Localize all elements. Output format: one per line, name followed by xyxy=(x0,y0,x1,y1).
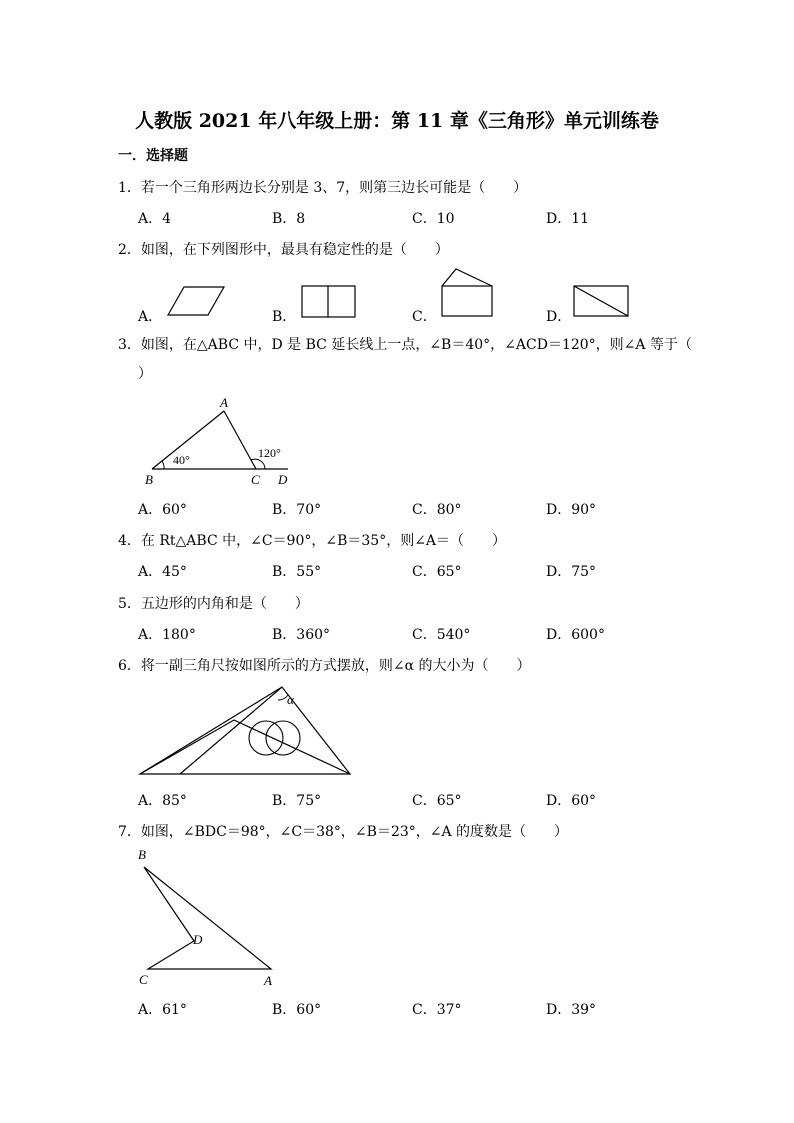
q3-label-c: C xyxy=(251,472,260,487)
q2-figure-rectangle-diagonal xyxy=(572,284,632,320)
q3-option-d: D．90° xyxy=(546,502,597,518)
q4-option-d: D．75° xyxy=(546,564,597,580)
q3-angle-c-label: 120° xyxy=(258,446,281,460)
q6-triangle-rulers-figure xyxy=(138,682,354,778)
question-1-stem: 1．若一个三角形两边长分别是 3、7，则第三边长可能是（ ） xyxy=(118,180,528,196)
q3-angle-b-label: 40° xyxy=(173,453,190,467)
q4-option-a: A．45° xyxy=(138,564,187,580)
q2-figure-house xyxy=(438,266,498,322)
section-heading: 一．选择题 xyxy=(118,148,188,164)
q2-option-a: A． xyxy=(138,309,163,325)
q5-option-a: A．180° xyxy=(138,627,196,643)
q3-label-a: A xyxy=(220,395,228,410)
q7-label-b: B xyxy=(138,847,146,862)
question-2-stem: 2．如图，在下列图形中，最具有稳定性的是（ ） xyxy=(118,242,449,258)
q5-option-c: C．540° xyxy=(412,627,471,643)
q3-option-c: C．80° xyxy=(412,502,462,518)
q4-option-c: C．65° xyxy=(412,564,462,580)
q6-option-a: A．85° xyxy=(138,793,187,809)
q7-label-a: A xyxy=(264,973,272,988)
q1-option-b: B．8 xyxy=(272,211,306,227)
q1-option-c: C．10 xyxy=(412,211,455,227)
q7-option-a: A．61° xyxy=(138,1002,187,1018)
q7-label-d: D xyxy=(193,932,203,947)
q5-option-b: B．360° xyxy=(272,627,331,643)
question-6-stem: 6．将一副三角尺按如图所示的方式摆放，则∠α 的大小为（ ） xyxy=(118,658,531,674)
page-title: 人教版 2021 年八年级上册：第 11 章《三角形》单元训练卷 xyxy=(135,110,659,132)
q6-option-d: D．60° xyxy=(546,793,597,809)
question-7-stem: 7．如图，∠BDC＝98°，∠C＝38°，∠B＝23°，∠A 的度数是（ ） xyxy=(118,824,569,840)
question-3-stem: 3．如图，在△ABC 中，D 是 BC 延长线上一点，∠B＝40°，∠ACD＝120°，则∠A 等于（ xyxy=(118,337,692,353)
q7-option-d: D．39° xyxy=(546,1002,597,1018)
q6-option-b: B．75° xyxy=(272,793,322,809)
q2-figure-divided-rectangle xyxy=(300,284,360,320)
q6-option-c: C．65° xyxy=(412,793,462,809)
q2-option-b: B． xyxy=(272,309,297,325)
q5-option-d: D．600° xyxy=(546,627,605,643)
q3-option-b: B．70° xyxy=(272,502,322,518)
q7-label-c: C xyxy=(139,972,148,987)
q7-option-c: C．37° xyxy=(412,1002,462,1018)
q4-option-b: B．55° xyxy=(272,564,322,580)
q7-option-b: B．60° xyxy=(272,1002,322,1018)
question-5-stem: 5．五边形的内角和是（ ） xyxy=(118,596,309,612)
q3-option-a: A．60° xyxy=(138,502,187,518)
q2-figure-parallelogram xyxy=(160,284,230,320)
q2-option-c: C． xyxy=(412,309,437,325)
question-4-stem: 4．在 Rt△ABC 中，∠C＝90°，∠B＝35°，则∠A＝（ ） xyxy=(118,533,507,549)
q3-label-d: D xyxy=(278,472,288,487)
q1-option-d: D．11 xyxy=(546,211,590,227)
q1-option-a: A．4 xyxy=(138,211,172,227)
q2-option-d: D． xyxy=(546,309,572,325)
q3-label-b: B xyxy=(145,472,153,487)
q7-concave-figure xyxy=(138,860,278,976)
q6-angle-alpha-label: α xyxy=(287,692,294,707)
question-3-stem-cont: ） xyxy=(138,366,152,382)
